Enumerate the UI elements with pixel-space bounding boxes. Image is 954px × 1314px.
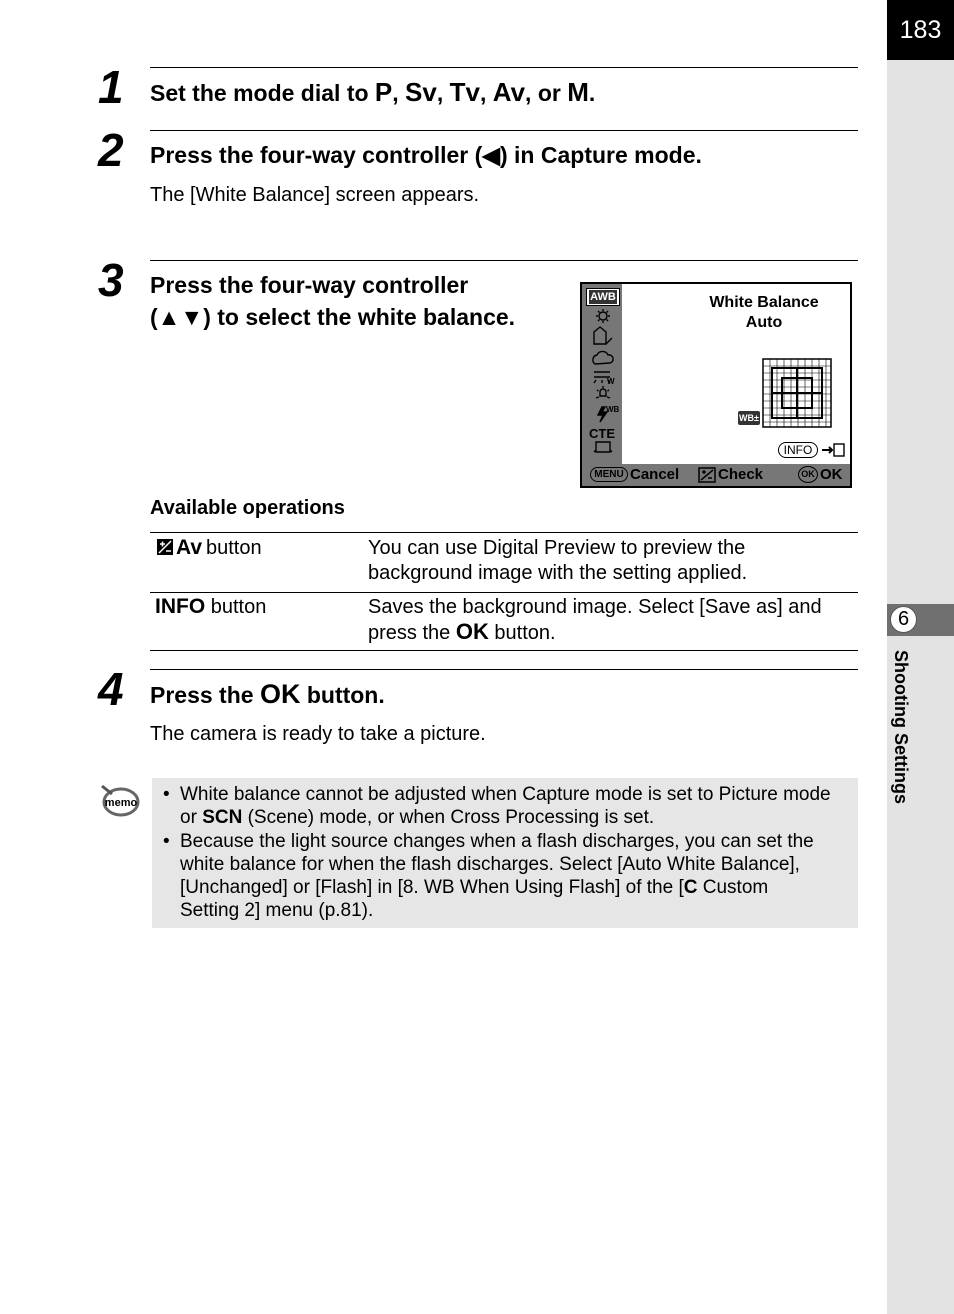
period: . (588, 80, 596, 106)
screen-button-bar (582, 464, 850, 486)
chapter-title-text: Shooting Settings (891, 650, 911, 804)
preview-button-icon (698, 467, 716, 483)
button-suffix: button (205, 596, 267, 618)
wb-icon-column (582, 284, 622, 464)
ok-symbol: OK (455, 619, 489, 644)
desc-text: button. (488, 622, 556, 644)
cancel-label: Cancel (630, 466, 680, 483)
step-1-number: 1 (98, 61, 124, 113)
selector-arrow-icon (622, 292, 628, 302)
memo-text: (Scene) mode, or when Cross Processing is set. (242, 807, 655, 828)
preview-button-icon (156, 538, 174, 556)
tungsten-icon (596, 386, 610, 398)
memo-item-2-line4: Setting 2] menu (p.81). (180, 900, 374, 921)
memo-text: Custom (697, 877, 769, 898)
step-3-number: 3 (98, 254, 124, 306)
step-4-text: Press the (150, 682, 260, 708)
mode-av: Av (492, 77, 526, 107)
memo-item-1-line1: White balance cannot be adjusted when Capture mode is set to Picture mode (180, 784, 831, 805)
info-button-label: INFO (155, 595, 206, 618)
step-2-rule (150, 130, 858, 131)
chapter-number: 6 (890, 606, 917, 633)
sep: , (436, 80, 450, 106)
screen-title: White Balance (709, 294, 819, 311)
memo-text: [Unchanged] or [Flash] in [8. WB When Using Flash] of the [ (180, 877, 684, 898)
memo-bullet: • (163, 784, 170, 805)
table-bottom-rule (150, 650, 858, 651)
memo-text: or (180, 807, 203, 828)
mode-sv: Sv (405, 77, 437, 107)
page-number: 183 (887, 0, 954, 60)
step-2-heading: Press the four-way controller (◀) in Capture mode. (150, 142, 702, 168)
sep: , (479, 80, 493, 106)
table-row (155, 595, 266, 619)
step-2-subtext: The [White Balance] screen appears. (150, 184, 480, 206)
awb-label: AWB (590, 291, 616, 303)
scene-mode-symbol: SCN (202, 807, 243, 828)
row-1-desc-line2: background image with the setting applied. (368, 562, 748, 584)
step-1-text: Set the mode dial to (150, 80, 375, 106)
memo-item-1-line2 (180, 806, 654, 829)
operations-title: Available operations (150, 497, 345, 519)
svg-text:WB: WB (606, 405, 620, 414)
step-4-number: 4 (98, 663, 124, 715)
step-3-heading-line1: Press the four-way controller (150, 272, 469, 298)
info-button-icon: INFO (778, 442, 818, 458)
daylight-icon (599, 312, 607, 320)
row-1-desc-line1: You can use Digital Preview to preview the (368, 537, 746, 559)
screen-value: Auto (745, 314, 783, 331)
svg-text:memo: memo (104, 797, 138, 809)
ok-button-icon: OK (798, 466, 818, 483)
step-4-heading (150, 678, 385, 711)
cloudy-icon (593, 351, 613, 364)
sep: , (525, 80, 538, 106)
desc-text: press the (368, 622, 456, 644)
row-2-desc-line1: Saves the background image. Select [Save as] and (368, 596, 822, 618)
save-icon (820, 442, 846, 458)
memo-item-2-line3 (180, 876, 768, 899)
sep: , (392, 80, 406, 106)
cte-icon: CTE (589, 426, 615, 441)
memo-icon (98, 782, 140, 820)
step-1-heading (150, 76, 595, 109)
shade-icon (594, 327, 612, 344)
chapter-title (884, 650, 924, 850)
check-label: Check (718, 466, 764, 483)
awb-icon (586, 288, 620, 306)
wb-adjust-badge: WB± (739, 413, 759, 423)
menu-button-icon: MENU (590, 467, 628, 482)
step-3-rule (150, 260, 858, 261)
memo-item-2-line1: Because the light source changes when a flash discharges, you can set the (180, 831, 814, 852)
av-button-label: Av (176, 536, 203, 559)
step-4-text: button. (300, 682, 385, 708)
table-top-rule (150, 532, 858, 533)
row-2-desc-line2 (368, 620, 556, 645)
wb-adjust-grid-icon (762, 358, 832, 428)
step-4-subtext: The camera is ready to take a picture. (150, 723, 486, 745)
mode-p: P (374, 77, 393, 107)
camera-lcd-screen (580, 282, 852, 488)
ok-symbol: OK (259, 679, 301, 709)
custom-menu-symbol: C (683, 877, 698, 898)
svg-text:W: W (607, 377, 615, 386)
mode-m: M (567, 77, 589, 107)
step-1-rule (150, 67, 858, 68)
mode-tv: Tv (449, 77, 480, 107)
step-3-heading-line2: (▲▼) to select the white balance. (150, 304, 516, 330)
step-4-rule (150, 669, 858, 670)
memo-item-2-line2: white balance for when the flash discharges. Select [Auto White Balance], (180, 854, 800, 875)
or-text: or (537, 80, 568, 106)
memo-bullet: • (163, 831, 170, 852)
step-2-number: 2 (98, 124, 124, 176)
manual-wb-icon (594, 442, 612, 452)
ok-label: OK (820, 466, 843, 483)
button-suffix: button (206, 537, 262, 559)
table-row-divider (150, 592, 858, 593)
